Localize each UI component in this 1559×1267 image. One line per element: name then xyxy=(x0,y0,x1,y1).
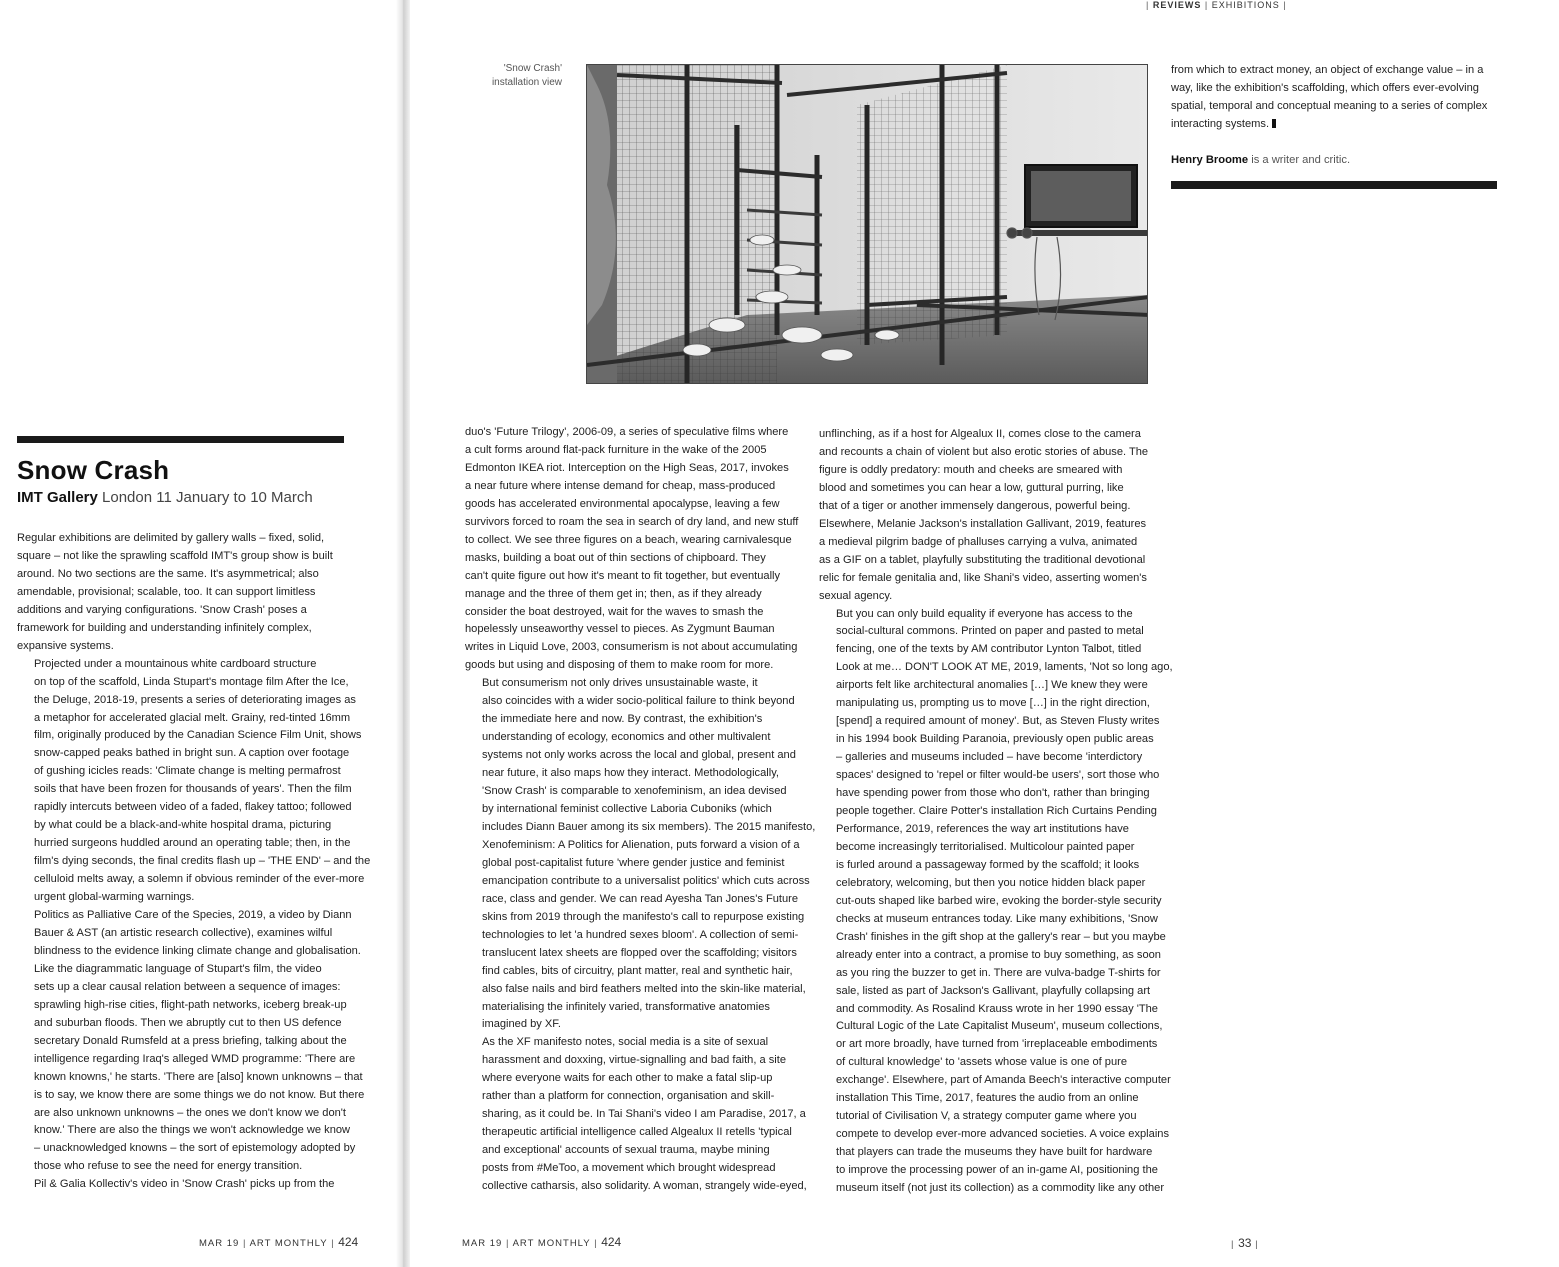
text-line: urgent global-warming warnings. xyxy=(34,891,195,904)
text-line: and exceptional' accounts of sexual trauma, maybe mining xyxy=(482,1144,770,1157)
text-line: also false nails and bird feathers melted into the skin-like material, xyxy=(482,982,806,995)
text-line: those who refuse to see the need for energy transition. xyxy=(34,1160,303,1173)
text-line: also coincides with a wider socio-political failure to think beyond xyxy=(482,695,795,708)
text-line: But you can only build equality if everyone has access to the xyxy=(836,607,1133,620)
text-line: that of a tiger or another immensely dangerous, powerful being. xyxy=(819,499,1131,512)
text-line: become increasingly territorialised. Multicolour painted paper xyxy=(836,840,1135,853)
text-line: manipulating us, prompting us to move […] in the right direction, xyxy=(836,697,1150,710)
text-line: consider the boat destroyed, wait for the waves to smash the xyxy=(465,605,764,618)
text-line: technologies to let 'a hundred sexes bloom'. A collection of semi- xyxy=(482,928,799,941)
text-line: can't quite figure out how it's meant to fit together, but eventually xyxy=(465,569,781,582)
folio-issue-number: 424 xyxy=(338,1235,359,1249)
text-line: film, originally produced by the Canadian Science Film Unit, shows xyxy=(34,729,362,742)
text-line: expansive systems. xyxy=(17,639,114,652)
text-line: unflinching, as if a host for Algealux II, comes close to the camera xyxy=(819,428,1141,440)
text-line: people together. Claire Potter's installation Rich Curtains Pending xyxy=(836,805,1157,818)
text-line: checks at museum entrances today. Like many exhibitions, 'Snow xyxy=(836,912,1158,925)
caption-text: installation view xyxy=(491,77,562,88)
text-line: by what could be a black-and-white hospital drama, picturing xyxy=(34,819,332,832)
article-title: Snow Crash xyxy=(17,455,170,485)
text-line: near future, it also maps how they interact. Methodologically, xyxy=(482,767,780,780)
text-line: – unacknowledged knowns – the sort of epistemology adopted by xyxy=(34,1142,356,1155)
folio-magazine: ART MONTHLY xyxy=(512,1238,591,1249)
end-mark xyxy=(1272,119,1276,128)
text-line: translucent latex sheets are flopped over the scaffolding; visitors xyxy=(482,946,797,959)
text-line: in his 1994 book Building Paranoia, previously open public areas xyxy=(836,733,1154,746)
text-line: sale, listed as part of Jackson's Gallivant, playfully collapsing art xyxy=(836,984,1151,997)
text-line: on top of the scaffold, Linda Stupart's montage film After the Ice, xyxy=(34,675,349,688)
text-line: secretary Donald Rumsfeld at a press briefing, talking about the xyxy=(34,1034,347,1047)
body-column-4 xyxy=(1171,62,1501,134)
text-line: celebratory, welcoming, but then you notice hidden black paper xyxy=(836,876,1146,889)
text-line: find cables, bits of circuitry, plant matter, real and synthetic hair, xyxy=(482,964,793,977)
page-gutter xyxy=(396,0,410,1267)
text-line: includes Diann Bauer among its six members). The 2015 manifesto, xyxy=(482,820,816,833)
text-line: race, class and gender. We can read Ayesha Tan Jones's Future xyxy=(482,892,799,905)
text-line: airports felt like architectural anomalies […] We knew they were xyxy=(836,679,1148,692)
title-rule xyxy=(17,436,344,443)
text-line: museum itself (not just its collection) as a commodity like any other xyxy=(836,1182,1165,1195)
text-line: have spending power from those who don't, rather than bringing xyxy=(836,787,1150,800)
text-line: social-cultural commons. Printed on paper and pasted to metal xyxy=(836,625,1144,638)
text-line: Cultural Logic of the Late Capitalist Museum', museum collections, xyxy=(836,1020,1163,1033)
text-line: already enter into a contract, a promise to buy something, as soon xyxy=(836,948,1161,961)
author-name: Henry Broome xyxy=(1171,154,1249,166)
text-line: writes in Liquid Love, 2003, consumerism is not about accumulating xyxy=(465,641,798,654)
text-line: of cultural knowledge' to 'assets whose value is one of pure xyxy=(836,1056,1127,1069)
text-line: a cult forms around flat-pack furniture in the wake of the 2005 xyxy=(465,443,767,456)
text-line: rather than a platform for connection, organisation and skill- xyxy=(482,1090,775,1103)
text-line: hopelessly unseaworthy vessel to pieces. As Zygmunt Bauman xyxy=(465,623,775,636)
text-line: as you ring the buzzer to get in. There are vulva-badge T-shirts for xyxy=(836,966,1161,979)
text-line: emancipation contribute to a universalist politics' which cuts across xyxy=(482,874,810,887)
text-line: intelligence regarding Iraq's alleged WMD programme: 'There are xyxy=(34,1052,356,1065)
text-line: installation This Time, 2017, features the audio from an online xyxy=(836,1092,1139,1105)
text-line: a near future where intense demand for cheap, mass-produced xyxy=(465,479,776,492)
folio-issue: MAR 19 xyxy=(462,1238,503,1249)
body-paragraph xyxy=(1171,62,1501,134)
text-line: – galleries and museums included – have become 'interdictory xyxy=(836,751,1143,764)
text-line: the immediate here and now. By contrast, the exhibition's xyxy=(482,713,763,726)
folio-magazine: ART MONTHLY xyxy=(249,1238,328,1249)
text-line: exchange'. Elsewhere, part of Amanda Beech's interactive computer xyxy=(836,1074,1171,1087)
body-paragraph xyxy=(17,530,347,656)
text-line: soils that have been frozen for thousands of years'. Then the film xyxy=(34,783,352,796)
text-line: are also unknown unknowns – the ones we don't know we don't xyxy=(34,1106,346,1119)
text-line: and recounts a chain of violent but also erotic stories of abuse. The xyxy=(819,445,1149,458)
text-line: blindness to the evidence linking climate change and globalisation. xyxy=(34,944,361,957)
text-line: global post-capitalist future 'where gender justice and feminist xyxy=(482,856,785,869)
text-line: or art more broadly, have turned from 'irreplaceable embodiments xyxy=(836,1038,1158,1051)
end-rule xyxy=(1171,181,1497,189)
text-line: square – not like the sprawling scaffold IMT's group show is built xyxy=(17,549,333,562)
text-line: Politics as Palliative Care of the Species, 2019, a video by Diann xyxy=(34,909,352,922)
body-column-3 xyxy=(819,426,1173,1198)
text-line: from which to extract money, an object of exchange value – in a xyxy=(1171,64,1484,76)
text-line: figure is oddly predatory: mouth and cheeks are smeared with xyxy=(819,463,1123,476)
text-line: goods but using and disposing of them to make room for more. xyxy=(465,659,774,672)
body-column-1 xyxy=(17,530,371,1194)
text-line: blood and sometimes you can hear a low, guttural purring, like xyxy=(819,481,1124,494)
text-line: relic for female genitalia and, like Shani's video, asserting women's xyxy=(819,571,1147,584)
folio-issue: MAR 19 xyxy=(199,1238,240,1249)
text-line: Edmonton IKEA riot. Interception on the High Seas, 2017, invokes xyxy=(465,461,789,474)
text-line: fencing, one of the texts by AM contributor Lynton Talbot, titled xyxy=(836,643,1142,656)
installation-photo-illustration xyxy=(587,65,1148,384)
text-line: by international feminist collective Laboria Cuboniks (which xyxy=(482,803,772,816)
page-number-value: 33 xyxy=(1238,1236,1252,1250)
text-line: the Deluge, 2018-19, presents a series of deteriorating images as xyxy=(34,693,356,706)
text-line: survivors forced to roam the sea in search of dry land, and new stuff xyxy=(465,515,799,528)
page-number: | 33 | xyxy=(1231,1236,1259,1250)
body-paragraph xyxy=(465,1034,807,1196)
body-paragraph xyxy=(465,675,816,1034)
text-line: sharing, as it could be. In Tai Shani's video I am Paradise, 2017, a xyxy=(482,1108,806,1121)
location-dates: London 11 January to 10 March xyxy=(102,489,313,506)
body-paragraph xyxy=(17,1176,347,1194)
text-line: materialising the infinitely varied, transformative anatomies xyxy=(482,1000,770,1013)
text-line: duo's 'Future Trilogy', 2006-09, a series of speculative films where xyxy=(465,426,789,438)
text-line: snow-capped peaks bathed in bright sun. A caption over footage xyxy=(34,747,350,760)
text-line: way, like the exhibition's scaffolding, which offers ever-evolving xyxy=(1171,81,1479,94)
text-line: interacting systems. xyxy=(1171,116,1501,134)
installation-photo xyxy=(586,64,1148,384)
right-folio: MAR 19 | ART MONTHLY | 424 xyxy=(462,1235,622,1249)
text-line: film's dying seconds, the final credits flash up – 'THE END' – and the xyxy=(34,855,371,868)
text-line: is furled around a passageway formed by the scaffold; it looks xyxy=(836,858,1140,871)
article-subtitle xyxy=(17,489,313,506)
text-line: as a GIF on a tablet, playfully substituting the traditional devotional xyxy=(819,553,1146,566)
text-line: spaces' designed to 'repel or filter would-be users', sort those who xyxy=(836,769,1160,782)
text-line: Pil & Galia Kollectiv's video in 'Snow Crash' picks up from the xyxy=(34,1178,335,1191)
text-line: tutorial of Civilisation V, a strategy computer game where you xyxy=(836,1110,1137,1123)
figure-caption xyxy=(450,62,562,90)
body-paragraph xyxy=(17,656,371,907)
text-line: and commodity. As Rosalind Krauss wrote in her 1990 essay 'The xyxy=(836,1002,1158,1015)
text-line: As the XF manifesto notes, social media is a site of sexual xyxy=(482,1036,769,1049)
text-line: Performance, 2019, references the way art institutions have xyxy=(836,822,1129,835)
left-folio: MAR 19 | ART MONTHLY | 424 xyxy=(199,1235,359,1249)
text-line: harassment and doxxing, virtue-signalling and bad faith, a site xyxy=(482,1054,787,1067)
text-line: where everyone waits for each other to make a fatal slip-up xyxy=(482,1072,773,1085)
text-line: and suburban floods. Then we abruptly cut to then US defence xyxy=(34,1016,342,1029)
text-line: imagined by XF. xyxy=(482,1018,561,1031)
text-line: But consumerism not only drives unsustainable waste, it xyxy=(482,677,758,690)
text-line: Look at me… DON'T LOOK AT ME, 2019, laments, 'Not so long ago, xyxy=(836,661,1173,674)
text-line: therapeutic artificial intelligence called Algealux II retells 'typical xyxy=(482,1126,792,1139)
text-line: Bauer & AST (an artistic research collective), examines wilful xyxy=(34,926,333,939)
text-line: that players can trade the museums they have built for hardware xyxy=(836,1146,1153,1159)
text-line: skins from 2019 through the manifesto's call to repurpose existing xyxy=(482,910,805,923)
text-line: amendable, provisional; scalable, too. It can support limitless xyxy=(17,585,316,598)
body-paragraph xyxy=(17,907,365,1176)
body-column-2 xyxy=(465,424,816,1196)
text-line: a metaphor for accelerated glacial melt. Grainy, red-tinted 16mm xyxy=(34,711,351,724)
text-line: [spend] a required amount of money'. But, as Steven Flusty writes xyxy=(836,715,1160,728)
body-paragraph xyxy=(465,424,799,675)
text-line: compete to develop ever-more advanced societies. A voice explains xyxy=(836,1128,1170,1141)
text-line: hurried surgeons huddled around an operating table; then, in the xyxy=(34,837,351,850)
text-line: framework for building and understanding infinitely complex, xyxy=(17,621,312,634)
text-line: rapidly intercuts between video of a faded, flakey tattoo; followed xyxy=(34,801,352,814)
section-label: REVIEWS xyxy=(1152,0,1202,10)
text-line: a medieval pilgrim badge of phalluses carrying a vulva, animated xyxy=(819,535,1138,548)
text-line: understanding of ecology, economics and other multivalent xyxy=(482,731,771,744)
subsection-label: EXHIBITIONS xyxy=(1211,0,1280,10)
text-line: of gushing icicles reads: 'Climate change is melting permafrost xyxy=(34,765,341,778)
text-line: Xenofeminism: A Politics for Alienation, puts forward a vision of a xyxy=(482,838,800,851)
text-line: sprawling high-rise cities, flight-path networks, iceberg break-up xyxy=(34,998,347,1011)
text-line: sets up a clear causal relation between a sequence of images: xyxy=(34,980,341,993)
text-line: collective catharsis, also solidarity. A woman, strangely wide-eyed, xyxy=(482,1180,807,1193)
text-line: sexual agency. xyxy=(819,589,893,602)
running-head: | REVIEWS | EXHIBITIONS | xyxy=(1146,0,1287,10)
body-paragraph xyxy=(819,426,1149,606)
text-line: spatial, temporal and conceptual meaning to a series of complex xyxy=(1171,99,1488,112)
text-line: around. No two sections are the same. It's asymmetrical; also xyxy=(17,567,319,580)
text-line: additions and varying configurations. 'Snow Crash' poses a xyxy=(17,603,307,616)
text-line: to improve the processing power of an in-game AI, positioning the xyxy=(836,1164,1158,1177)
venue-name: IMT Gallery xyxy=(17,489,98,506)
text-line: Like the diagrammatic language of Stupart's film, the video xyxy=(34,962,322,975)
text-line: known knowns,' he starts. 'There are [also] known unknowns – that xyxy=(34,1070,363,1083)
author-bio xyxy=(1171,154,1350,166)
text-line: manage and the three of them get in; then, as if they already xyxy=(465,587,762,600)
text-line: systems not only works across the local and global, present and xyxy=(482,749,796,762)
author-bio-text: is a writer and critic. xyxy=(1251,154,1351,166)
text-line: posts from #MeToo, a movement which brought widespread xyxy=(482,1162,776,1175)
text-line: Regular exhibitions are delimited by gallery walls – fixed, solid, xyxy=(17,532,325,544)
text-line: Crash' finishes in the gift shop at the gallery's rear – but you maybe xyxy=(836,930,1166,943)
text-line: celluloid melts away, a solemn if obvious reminder of the ever-more xyxy=(34,873,365,886)
text-line: is to say, we know there are some things we do not know. But there xyxy=(34,1088,365,1101)
body-paragraph xyxy=(819,606,1173,1198)
text-line: Elsewhere, Melanie Jackson's installation Gallivant, 2019, features xyxy=(819,517,1147,530)
folio-issue-number: 424 xyxy=(601,1235,622,1249)
text-line: 'Snow Crash' is comparable to xenofeminism, an idea devised xyxy=(482,785,787,798)
text-line: Projected under a mountainous white cardboard structure xyxy=(34,657,317,670)
text-line: cut-outs shaped like barbed wire, evoking the border-style security xyxy=(836,894,1162,907)
caption-title: 'Snow Crash' xyxy=(503,63,562,74)
text-line: masks, building a boat out of thin sections of chipboard. They xyxy=(465,551,766,564)
text-line: goods has accelerated environmental apocalypse, leaving a few xyxy=(465,497,780,510)
text-line: know.' There are also the things we won't acknowledge we know xyxy=(34,1124,351,1137)
text-line: to collect. We see three figures on a beach, wearing carnivalesque xyxy=(465,533,792,546)
